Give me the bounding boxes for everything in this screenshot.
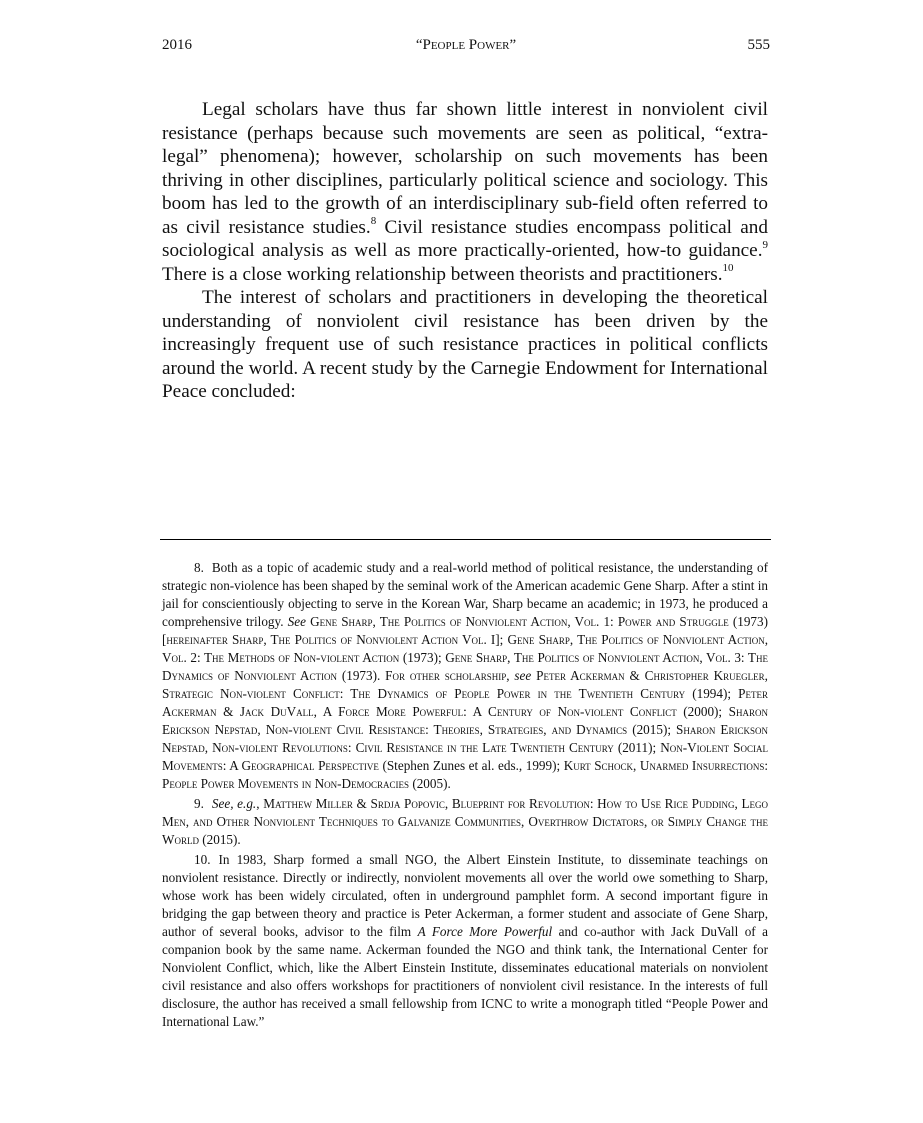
footnote-8 — [162, 559, 768, 793]
header-year: 2016 — [162, 37, 192, 53]
footnote-9-number: 9. — [194, 796, 204, 811]
footnote-10 — [162, 851, 768, 1031]
footnote-8-citations-sharp: Gene Sharp, The Politics of Nonviolent Action, Vol. 1: Power and Struggle (1973) [hereinafter Sharp, The Politics of Nonviolent Action Vol. I]; Gene Sharp, The Politics of Nonviolent Action, Vol. 2: The Methods of Non-violent Action (1973); Gene Sharp, The Politics of Nonviolent Action, Vol. 3: The Dynamics of Nonviolent Action (1973). For other scholarship, — [162, 614, 768, 683]
footnote-9-year: (2015). — [198, 832, 241, 847]
page-number: 555 — [747, 37, 770, 53]
main-text — [162, 98, 768, 404]
footnote-10-film-title: A Force More Powerful — [417, 924, 553, 939]
footnote-separator — [160, 539, 771, 540]
footnote-9-citation: , Matthew Miller & Srdja Popovic, Blueprint for Revolution: How to Use Rice Pudding, Lego Men, and Other Nonviolent Techniques to Galvanize Communities, Overthrow Dictators, or Simply Change the World — [162, 796, 769, 847]
footnote-10-text-a: In 1983, Sharp formed a small NGO, the Albert Einstein Institute, to disseminate teachings on nonviolent resistance. Directly or indirectly, nonviolent movements all over the world owe something to Sharp, whose work has been widely circulated, often in underground pamphlet form. A second important figure in bridging the gap between theory and practice is Peter Ackerman, a former student and associate of Gene Sharp, author of several books, advisor to the film — [162, 852, 768, 939]
footnote-8-signal-2: see — [514, 668, 532, 683]
footnote-8-text-a: Both as a topic of academic study and a real-world method of political resistance, the understanding of strategic non-violence has been shaped by the seminal work of the American academic Gene Sharp. After a stint in jail for conscientiously objecting to serve in the Korean War, Sharp became an academic; in 1973, he produced a comprehensive trilogy. — [162, 560, 768, 629]
footnote-8-signal: See — [287, 614, 306, 629]
footnote-8-number: 8. — [194, 560, 204, 575]
footnote-8-year: (2005). — [409, 776, 451, 791]
footnote-8-editors: (Stephen Zunes et al. eds., 1999); — [378, 758, 564, 773]
footnote-10-number: 10. — [194, 852, 211, 867]
footnote-ref-9[interactable]: 9 — [762, 238, 768, 251]
running-header — [162, 37, 770, 57]
footnote-8-citations-other: Peter Ackerman & Christopher Kruegler, Strategic Non-violent Conflict: The Dynamics of People Power in the Twentieth Century (1994); Peter Ackerman & Jack DuVall, A Force More Powerful: A Century of Non-violent Conflict (2000); Sharon Erickson Nepstad, Non-violent Civil Resistance: Theories, Strategies, and Dynamics (2015); Sharon Erickson Nepstad, Non-violent Revolutions: Civil Resistance in the Late Twentieth Century (2011); Non-Violent Social Movements: A Geographical Perspective — [162, 668, 768, 773]
paragraph-1-sentence-1: Legal scholars have thus far shown little interest in nonviolent civil resistance (perhaps because such movements are seen as political, “extra-legal” phenomena); however, scholarship on such movements has been thriving in other disciplines, particularly political science and sociology. This boom has led to the growth of an interdisciplinary sub-field often referred to as civil resistance studies. — [162, 99, 768, 238]
footnote-8-citation-schock: Kurt Schock, Unarmed Insurrections: People Power Movements in Non-Democracies — [162, 758, 768, 791]
footnote-9 — [162, 795, 768, 849]
paragraph-1 — [162, 98, 768, 286]
paragraph-2: The interest of scholars and practitioners in developing the theoretical understanding of nonviolent civil resistance has been driven by the increasingly frequent use of such resistance practices in political conflicts around the world. A recent study by the Carnegie Endowment for International Peace concluded: — [162, 287, 768, 402]
header-title: “People Power” — [415, 37, 517, 53]
paragraph-1-sentence-3: There is a close working relationship between theorists and practitioners. — [162, 263, 723, 285]
footnote-9-signal: See, e.g. — [211, 796, 257, 811]
footnote-ref-8[interactable]: 8 — [370, 215, 377, 228]
footnote-10-text-b: and co-author with Jack DuVall of a companion book by the same name. Ackerman founded the NGO and think tank, the International Center for Nonviolent Conflict, which, like the Albert Einstein Institute, disseminates educational materials on nonviolent civil resistance and also offers workshops for practitioners of nonviolent civil resistance. In the interests of full disclosure, the author has received a small fellowship from ICNC to write a monograph titled “People Power and International Law.” — [162, 924, 768, 1029]
footnotes — [162, 559, 768, 1033]
paragraph-1-sentence-2: Civil resistance studies encompass political and sociological analysis as well as more practically-oriented, how-to guidance. — [162, 216, 768, 261]
footnote-ref-10[interactable]: 10 — [722, 262, 734, 275]
